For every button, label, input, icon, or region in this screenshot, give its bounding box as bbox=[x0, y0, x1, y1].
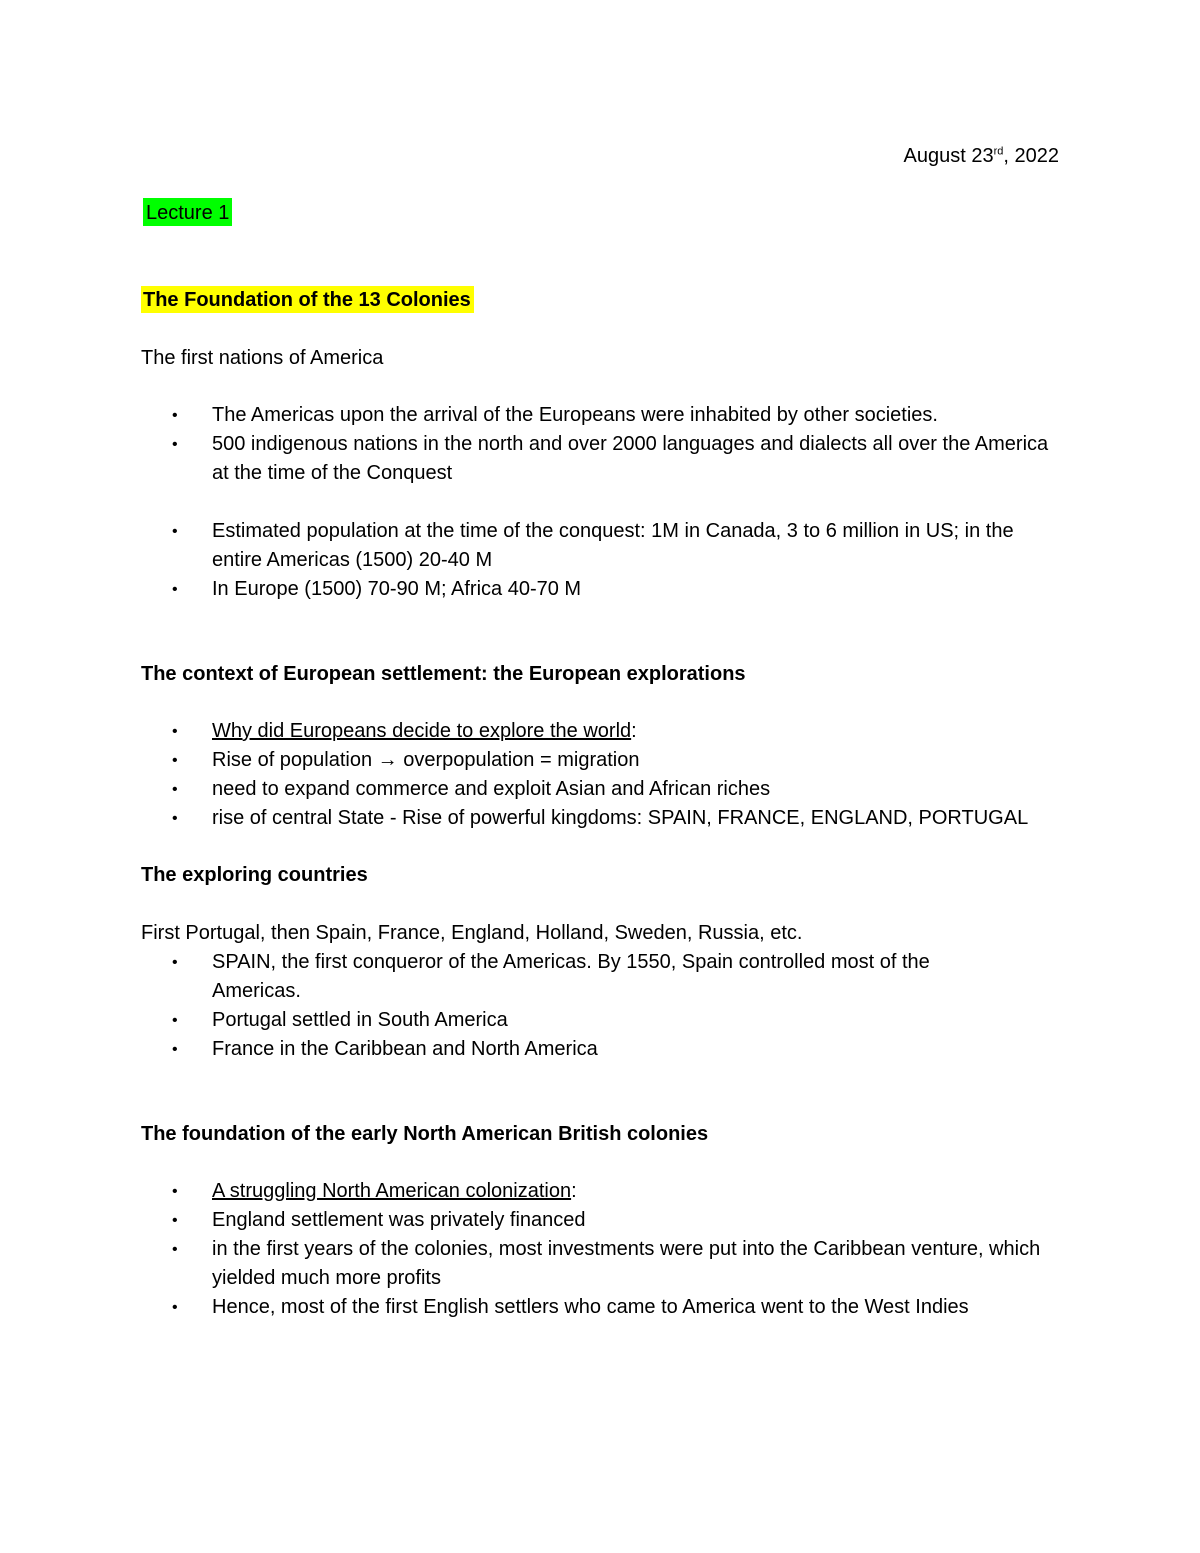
list-item-text: Estimated population at the time of the conquest: 1M in Canada, 3 to 6 million in US; in the entire Americas (1500) 20-40 M bbox=[212, 520, 1014, 571]
lecture-label bbox=[143, 199, 232, 228]
list-item-text: England settlement was privately financed bbox=[212, 1209, 586, 1231]
list-item-text: Rise of population → overpopulation = migration bbox=[212, 749, 640, 771]
section-heading-foundation: The foundation of the early North American British colonies bbox=[141, 1123, 709, 1145]
list-item-suffix: : bbox=[631, 720, 637, 742]
bullet-icon: • bbox=[172, 581, 178, 598]
list-item bbox=[172, 804, 1072, 833]
list-item bbox=[172, 1235, 1072, 1293]
section-heading-exploring: The exploring countries bbox=[141, 864, 368, 886]
list-item bbox=[172, 1206, 1072, 1235]
bullet-icon: • bbox=[172, 523, 178, 540]
list-item-text: rise of central State - Rise of powerful kingdoms: SPAIN, FRANCE, ENGLAND, PORTUGAL bbox=[212, 807, 1029, 829]
list-item bbox=[172, 430, 1072, 488]
bullet-icon: • bbox=[172, 1212, 178, 1229]
foundation-list bbox=[172, 1177, 1072, 1322]
list-item bbox=[172, 775, 1072, 804]
list-item-text: need to expand commerce and exploit Asian and African riches bbox=[212, 778, 771, 800]
first-nations-list bbox=[172, 401, 1072, 604]
bullet-icon: • bbox=[172, 752, 178, 769]
list-item bbox=[172, 1035, 1072, 1064]
section-heading-context: The context of European settlement: the European explorations bbox=[141, 663, 746, 685]
list-item bbox=[172, 948, 1072, 1006]
bullet-icon: • bbox=[172, 1041, 178, 1058]
list-item bbox=[172, 746, 1072, 775]
list-item-text: in the first years of the colonies, most investments were put into the Caribbean venture, which yielded much more profits bbox=[212, 1238, 1041, 1289]
bullet-icon: • bbox=[172, 723, 178, 740]
list-item-text-underlined: A struggling North American colonization bbox=[212, 1180, 572, 1202]
lecture-date bbox=[904, 142, 1059, 171]
list-item bbox=[172, 717, 1072, 746]
lecture-label-text: Lecture 1 bbox=[143, 198, 232, 226]
main-title bbox=[141, 286, 474, 315]
list-item-text: SPAIN, the first conqueror of the Americas. By 1550, Spain controlled most of the Americas. bbox=[212, 951, 930, 1002]
bullet-icon: • bbox=[172, 407, 178, 424]
list-item-text: 500 indigenous nations in the north and over 2000 languages and dialects all over the America at the time of the Conquest bbox=[212, 433, 1049, 484]
list-item bbox=[172, 401, 1072, 430]
list-item-suffix: : bbox=[571, 1180, 577, 1202]
list-item bbox=[172, 1177, 1072, 1206]
bullet-icon: • bbox=[172, 1183, 178, 1200]
list-item bbox=[172, 517, 1072, 575]
exploring-intro: First Portugal, then Spain, France, England, Holland, Sweden, Russia, etc. bbox=[141, 922, 803, 944]
section-heading-first-nations: The first nations of America bbox=[141, 347, 384, 369]
bullet-icon: • bbox=[172, 436, 178, 453]
list-item-text: Hence, most of the first English settlers who came to America went to the West Indies bbox=[212, 1296, 969, 1318]
list-item-text-underlined: Why did Europeans decide to explore the world bbox=[212, 720, 632, 742]
bullet-icon: • bbox=[172, 1299, 178, 1316]
list-item-text: The Americas upon the arrival of the Europeans were inhabited by other societies. bbox=[212, 404, 938, 426]
list-item bbox=[172, 575, 1072, 604]
date-ordinal: rd bbox=[993, 145, 1004, 158]
main-title-text: The Foundation of the 13 Colonies bbox=[141, 286, 474, 313]
exploring-list bbox=[172, 948, 1072, 1064]
bullet-icon: • bbox=[172, 954, 178, 971]
bullet-icon: • bbox=[172, 1012, 178, 1029]
spacer bbox=[172, 488, 1072, 517]
list-item bbox=[172, 1006, 1072, 1035]
list-item-text: In Europe (1500) 70-90 M; Africa 40-70 M bbox=[212, 578, 582, 600]
date-year: , 2022 bbox=[1003, 145, 1059, 167]
list-item bbox=[172, 1293, 1072, 1322]
date-main: August 23 bbox=[903, 145, 994, 167]
bullet-icon: • bbox=[172, 1241, 178, 1258]
list-item-text: France in the Caribbean and North America bbox=[212, 1038, 598, 1060]
bullet-icon: • bbox=[172, 810, 178, 827]
context-list bbox=[172, 717, 1072, 833]
bullet-icon: • bbox=[172, 781, 178, 798]
list-item-text: Portugal settled in South America bbox=[212, 1009, 508, 1031]
